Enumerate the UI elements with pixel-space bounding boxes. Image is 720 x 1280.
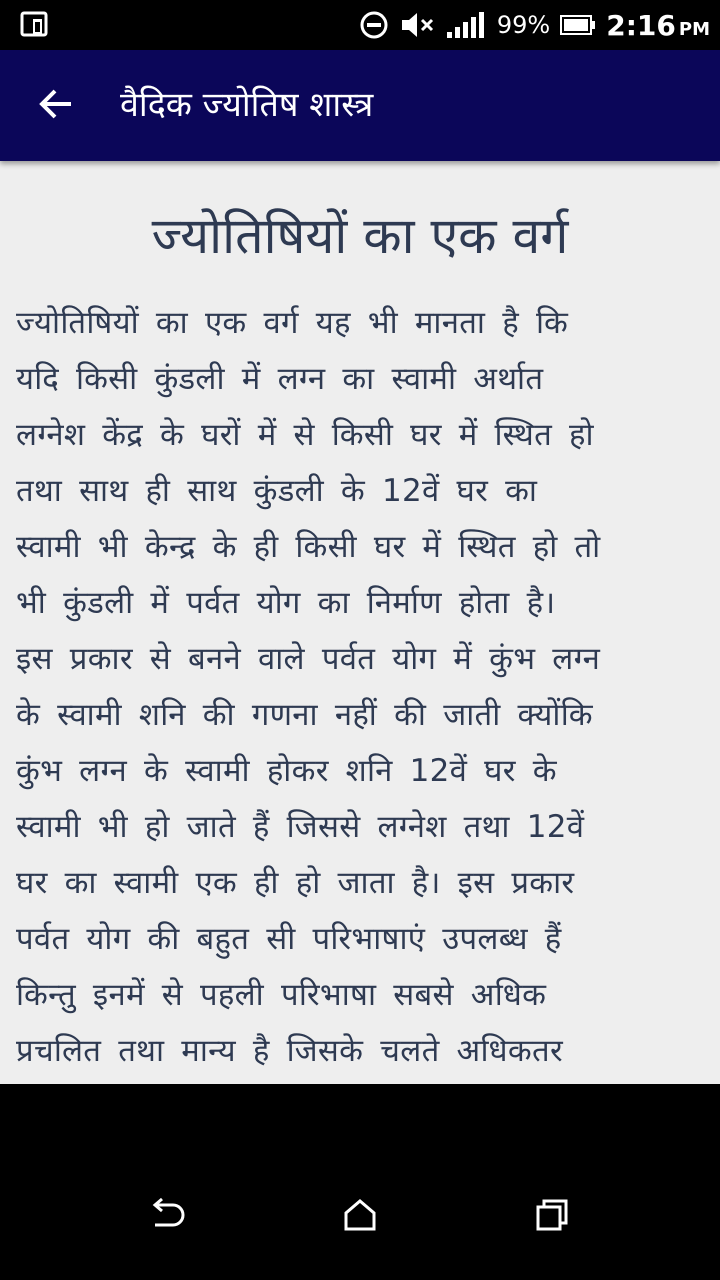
- article-line: इस प्रकार से बनने वाले पर्वत योग में कुंभ लग्न: [16, 641, 601, 677]
- status-clock: [606, 9, 710, 42]
- article-line: तथा साथ ही साथ कुंडली के 12वें घर का: [16, 473, 538, 509]
- status-icons: [359, 0, 710, 50]
- nav-home-button[interactable]: [332, 1189, 388, 1245]
- battery-icon: [560, 14, 596, 36]
- status-bar: [0, 0, 720, 50]
- article-line: कुंभ लग्न के स्वामी होकर शनि 12वें घर के: [16, 753, 557, 789]
- article-body: [0, 295, 720, 1079]
- article-line: स्वामी भी केन्द्र के ही किसी घर में स्थित हो तो: [16, 529, 601, 565]
- clock-ampm: PM: [678, 18, 710, 40]
- nav-recents-button[interactable]: [524, 1189, 580, 1245]
- arrow-left-icon: [38, 86, 74, 126]
- do-not-disturb-icon: [359, 10, 389, 40]
- article-line: ज्योतिषियों का एक वर्ग यह भी मानता है कि: [16, 305, 569, 341]
- navigation-bar: [0, 1084, 720, 1280]
- article-line: लग्नेश केंद्र के घरों में से किसी घर में स्थित हो: [16, 417, 594, 453]
- article-content[interactable]: [0, 161, 720, 1084]
- article-line: के स्वामी शनि की गणना नहीं की जाती क्योंकि: [16, 697, 593, 733]
- article-title: ज्योतिषियों का एक वर्ग: [151, 207, 569, 265]
- article-line: घर का स्वामी एक ही हो जाता है। इस प्रकार: [16, 865, 575, 901]
- article-line: पर्वत योग की बहुत सी परिभाषाएं उपलब्ध हैं: [16, 921, 562, 957]
- article-line: यदि किसी कुंडली में लग्न का स्वामी अर्थात: [16, 361, 544, 397]
- nav-back-icon: [147, 1197, 187, 1237]
- article-line: प्रचलित तथा मान्य है जिसके चलते अधिकतर: [16, 1033, 563, 1069]
- app-bar: [0, 50, 720, 161]
- nav-home-icon: [342, 1197, 378, 1237]
- phone-tablet-icon: [20, 11, 48, 39]
- article-line: किन्तु इनमें से पहली परिभाषा सबसे अधिक: [16, 977, 547, 1013]
- signal-icon: [445, 10, 487, 40]
- nav-recents-icon: [534, 1197, 570, 1237]
- clock-time: 2:16: [606, 8, 676, 42]
- article-line: भी कुंडली में पर्वत योग का निर्माण होता है।: [16, 585, 556, 621]
- article-line: स्वामी भी हो जाते हैं जिससे लग्नेश तथा 12वें: [16, 809, 585, 845]
- nav-back-button[interactable]: [139, 1189, 195, 1245]
- volume-mute-icon: [399, 10, 435, 40]
- back-button[interactable]: [28, 78, 84, 134]
- battery-percent: 99%: [496, 11, 551, 39]
- app-title: वैदिक ज्योतिष शास्त्र: [120, 85, 374, 125]
